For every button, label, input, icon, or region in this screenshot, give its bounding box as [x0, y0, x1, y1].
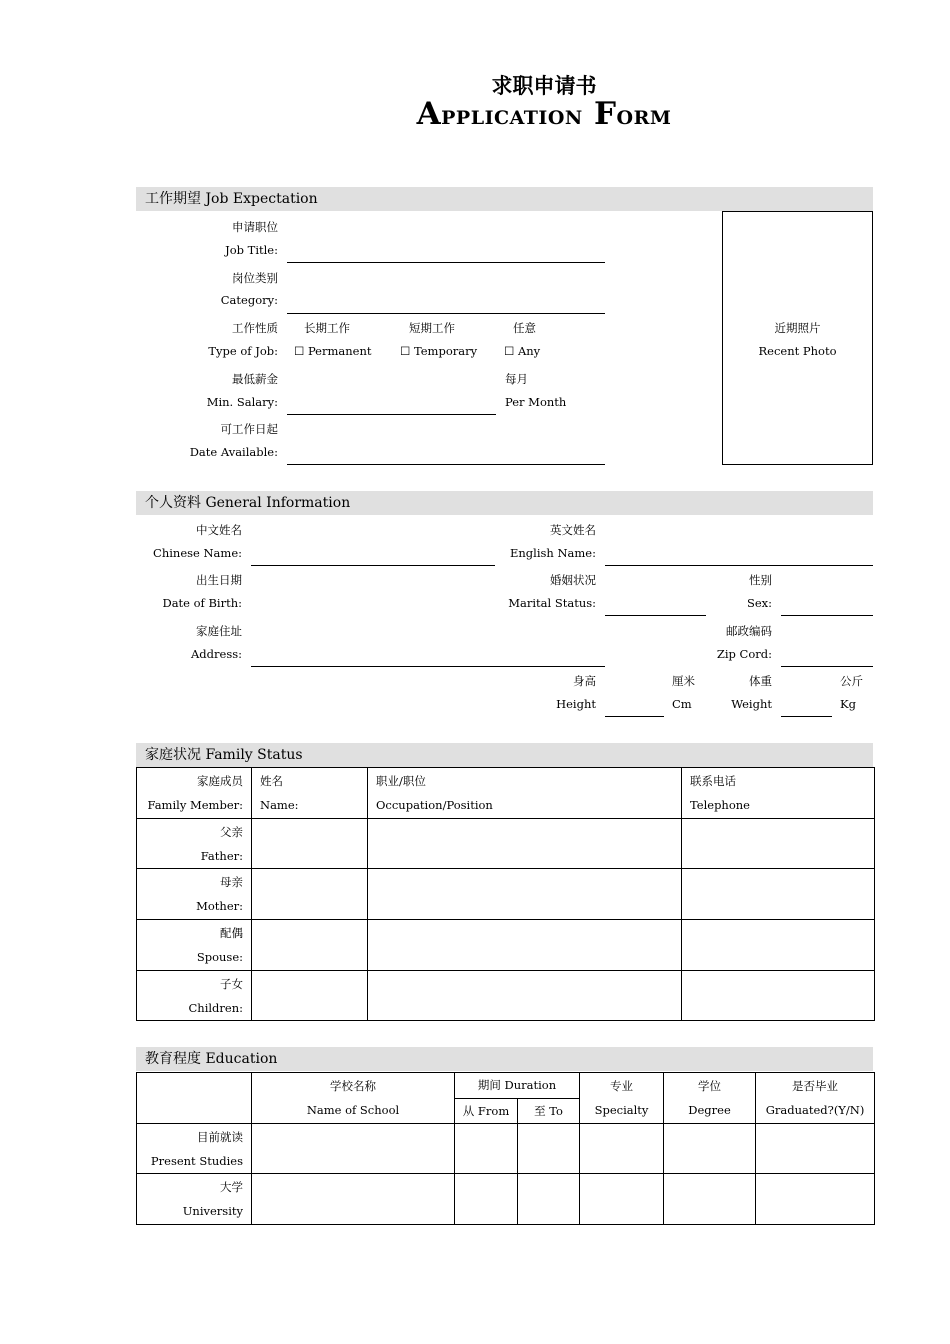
- photo-label: Recent Photo: [758, 344, 837, 358]
- job-type-label-cn: 工作性质: [232, 321, 278, 335]
- children-occupation-cell[interactable]: [368, 971, 682, 1021]
- weight-field[interactable]: [781, 716, 832, 717]
- father-occupation-cell[interactable]: [368, 819, 682, 869]
- any-checkbox[interactable]: ☐ Any: [504, 344, 541, 358]
- temporary-label-cn: 短期工作: [409, 321, 455, 335]
- address-label: Address:: [190, 647, 242, 661]
- chinese-name-field[interactable]: [251, 565, 495, 566]
- mother-occupation-cell[interactable]: [368, 869, 682, 920]
- spouse-occupation-cell[interactable]: [368, 920, 682, 971]
- present-graduated-cell[interactable]: [756, 1124, 875, 1174]
- family-row-children-label: 子女 Children:: [137, 971, 252, 1021]
- to-header: 至 To: [518, 1099, 580, 1124]
- title-letter-a: A: [416, 96, 442, 132]
- children-telephone-cell[interactable]: [682, 971, 875, 1021]
- height-label-cn: 身高: [573, 674, 596, 688]
- father-name-cell[interactable]: [252, 819, 368, 869]
- section-education: 教育程度 Education: [136, 1047, 873, 1071]
- university-graduated-cell[interactable]: [756, 1174, 875, 1225]
- job-title-label: Job Title:: [225, 243, 278, 257]
- date-available-label: Date Available:: [189, 445, 278, 459]
- graduated-header: 是否毕业 Graduated?(Y/N): [756, 1073, 875, 1124]
- section-job-expectation: 工作期望 Job Expectation: [136, 187, 873, 211]
- education-table: [136, 1072, 875, 1225]
- english-name-field[interactable]: [605, 565, 873, 566]
- family-row-spouse-label: 配偶 Spouse:: [137, 920, 252, 971]
- height-field[interactable]: [605, 716, 664, 717]
- photo-label-cn: 近期照片: [774, 321, 821, 335]
- section-family-status: 家庭状况 Family Status: [136, 743, 873, 767]
- specialty-header: 专业 Specialty: [580, 1073, 664, 1124]
- table-row: [137, 971, 875, 1021]
- father-telephone-cell[interactable]: [682, 819, 875, 869]
- form-title-chinese: 求职申请书: [491, 73, 597, 98]
- cm-label-cn: 厘米: [672, 674, 695, 688]
- job-type-label: Type of Job:: [208, 344, 278, 358]
- degree-header: 学位 Degree: [664, 1073, 756, 1124]
- family-table: [136, 767, 875, 1021]
- table-row: [137, 920, 875, 971]
- present-specialty-cell[interactable]: [580, 1124, 664, 1174]
- english-name-label-cn: 英文姓名: [550, 523, 596, 537]
- height-label: Height: [556, 697, 596, 711]
- zip-field[interactable]: [781, 666, 873, 667]
- permanent-label-cn: 长期工作: [304, 321, 350, 335]
- university-degree-cell[interactable]: [664, 1174, 756, 1225]
- education-row-university-label: 大学 University: [137, 1174, 252, 1225]
- university-specialty-cell[interactable]: [580, 1174, 664, 1225]
- present-to-cell[interactable]: [518, 1124, 580, 1174]
- chinese-name-label-cn: 中文姓名: [196, 523, 242, 537]
- per-month-label-cn: 每月: [505, 372, 528, 386]
- permanent-checkbox[interactable]: ☐ Permanent: [294, 344, 372, 358]
- marital-label-cn: 婚姻状况: [550, 573, 596, 587]
- education-row-present-label: 目前就读 Present Studies: [137, 1124, 252, 1174]
- education-blank-header: [137, 1073, 252, 1124]
- present-degree-cell[interactable]: [664, 1124, 756, 1174]
- photo-box[interactable]: [722, 211, 873, 465]
- weight-label-cn: 体重: [749, 674, 772, 688]
- cm-label: Cm: [672, 697, 692, 711]
- sex-label: Sex:: [746, 596, 772, 610]
- children-name-cell[interactable]: [252, 971, 368, 1021]
- marital-label: Marital Status:: [508, 596, 596, 610]
- date-available-label-cn: 可工作日起: [220, 422, 278, 436]
- address-field[interactable]: [251, 666, 605, 667]
- job-title-label-cn: 申请职位: [232, 220, 278, 234]
- mother-name-cell[interactable]: [252, 869, 368, 920]
- weight-label: Weight: [731, 697, 772, 711]
- present-school-cell[interactable]: [252, 1124, 455, 1174]
- category-label-cn: 岗位类别: [232, 271, 278, 285]
- title-word-application: PPLICATION: [441, 107, 583, 129]
- form-title-english: [0, 96, 950, 132]
- address-label-cn: 家庭住址: [196, 624, 242, 638]
- family-name-header: 姓名 Name:: [252, 768, 368, 819]
- section-general-information: 个人资料 General Information: [136, 491, 873, 515]
- table-row: [137, 1174, 875, 1225]
- table-row: [137, 819, 875, 869]
- sex-label-cn: 性别: [749, 573, 772, 587]
- zip-label: Zip Cord:: [716, 647, 772, 661]
- family-member-header: 家庭成员 Family Member:: [137, 768, 252, 819]
- family-row-father-label: 父亲 Father:: [137, 819, 252, 869]
- university-from-cell[interactable]: [455, 1174, 518, 1225]
- dob-label: Date of Birth:: [162, 596, 242, 610]
- family-telephone-header: 联系电话 Telephone: [682, 768, 875, 819]
- per-month-label: Per Month: [505, 395, 567, 409]
- marital-field[interactable]: [605, 615, 706, 616]
- title-letter-f: F: [594, 96, 617, 132]
- school-header: 学校名称 Name of School: [252, 1073, 455, 1124]
- university-to-cell[interactable]: [518, 1174, 580, 1225]
- duration-header: 期间 Duration: [455, 1073, 580, 1099]
- from-header: 从 From: [455, 1099, 518, 1124]
- any-label-cn: 任意: [513, 321, 536, 335]
- family-row-mother-label: 母亲 Mother:: [137, 869, 252, 920]
- salary-label: Min. Salary:: [206, 395, 278, 409]
- category-label: Category:: [220, 293, 278, 307]
- date-available-field[interactable]: [287, 464, 605, 465]
- sex-field[interactable]: [781, 615, 873, 616]
- table-row: [137, 1124, 875, 1174]
- kg-label: Kg: [840, 697, 856, 711]
- zip-label-cn: 邮政编码: [726, 624, 772, 638]
- spouse-telephone-cell[interactable]: [682, 920, 875, 971]
- title-word-form: ORM: [616, 107, 672, 129]
- chinese-name-label: Chinese Name:: [153, 546, 242, 560]
- salary-label-cn: 最低薪金: [232, 372, 278, 386]
- category-field[interactable]: [287, 313, 605, 314]
- spouse-name-cell[interactable]: [252, 920, 368, 971]
- temporary-checkbox[interactable]: ☐ Temporary: [400, 344, 478, 358]
- job-title-field[interactable]: [287, 262, 605, 263]
- family-occupation-header: 职业/职位 Occupation/Position: [368, 768, 682, 819]
- present-from-cell[interactable]: [455, 1124, 518, 1174]
- english-name-label: English Name:: [510, 546, 596, 560]
- mother-telephone-cell[interactable]: [682, 869, 875, 920]
- university-school-cell[interactable]: [252, 1174, 455, 1225]
- dob-label-cn: 出生日期: [196, 573, 242, 587]
- kg-label-cn: 公斤: [840, 674, 863, 688]
- salary-field[interactable]: [287, 414, 496, 415]
- table-row: [137, 869, 875, 920]
